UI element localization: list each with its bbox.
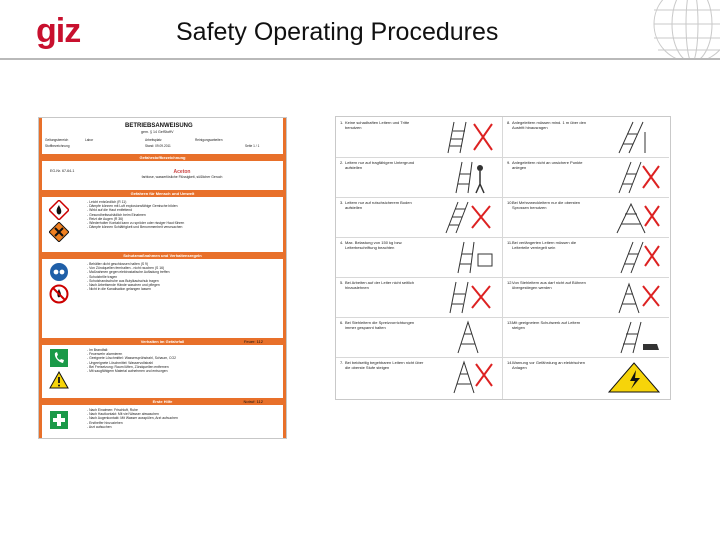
rule-number: 6. xyxy=(340,320,344,325)
operating-instruction-document xyxy=(38,117,287,439)
list-item: - Nach Hautkontakt: Mit viel Wasser abwaschen xyxy=(87,412,159,417)
ladder-safety-rules xyxy=(335,116,671,400)
band-first-aid-label: Erste Hilfe xyxy=(152,399,173,404)
footwear-icon xyxy=(605,320,663,354)
list-item: - Bei Freisetzung: Raum lüften, Zündquellen entfernen xyxy=(87,364,169,369)
meta-field: Seite 1 / 1 xyxy=(245,144,260,148)
rule-card xyxy=(503,317,669,358)
list-item: - Leicht entzündlich (R 11) xyxy=(87,200,127,204)
first-aid-phone: Notruf: 112 xyxy=(243,399,263,404)
no-fire-icon xyxy=(49,284,69,304)
no-transfer-icon xyxy=(605,280,663,314)
rule-text: Anlegeleitern müssen mind. 1 m über den Austritt hinausragen xyxy=(512,120,587,131)
meta-field: Stoffbezeichnung xyxy=(45,144,70,148)
list-item: - Ersthelfer hinzuziehen xyxy=(87,420,123,425)
rule-number: 2. xyxy=(340,160,344,165)
rule-text: Von Stehleitern aus darf nicht auf Bühnen übergestiegen werden xyxy=(512,280,586,291)
doc-subtitle: gem. § 14 GefStoffV xyxy=(141,130,174,134)
list-item: - Schutzbrille tragen xyxy=(87,274,118,279)
list-item: - Nicht in die Kanalisation gelangen lassen xyxy=(87,287,151,292)
list-item: - Wiederholter Kontakt kann zu spröder oder rissiger Haut führen xyxy=(87,220,185,225)
list-item: - Von Zündquellen fernhalten - nicht rauchen (S 16) xyxy=(87,266,165,271)
list-item: - Nach Augenkontakt: Mit Wasser ausspülen, Arzt aufsuchen xyxy=(87,416,178,421)
rule-number: 11. xyxy=(507,240,513,245)
rule-text: Warnung vor Gefährdung an elektrischen Anlagen xyxy=(512,360,586,371)
list-item: - Geeignete Löschmittel: Wassersprühstrahl, Schaum, CO2 xyxy=(87,356,177,361)
meta-field: Stand: 09.09.2011 xyxy=(145,144,171,148)
rule-text: Bei verlängerten Leitern müssen die Leiterteile verriegelt sein xyxy=(512,240,577,251)
band-emergency xyxy=(42,338,283,345)
rule-text: Bei Stehleitern die Spreizvorrichtungen immer gespannt halten xyxy=(345,320,415,331)
first-aid-lines xyxy=(87,408,277,429)
hazard-lines xyxy=(87,200,277,229)
doc-meta xyxy=(45,138,280,152)
rule-card xyxy=(503,237,669,278)
rule-number: 3. xyxy=(340,200,344,205)
list-item: - Im Brandfall: xyxy=(87,348,109,352)
extension-ladder-icon xyxy=(605,240,663,274)
band-hazards: Gefahren für Mensch und Umwelt xyxy=(42,190,283,197)
list-item: - Dämpfe können Schläfrigkeit und Benommenheit verursachen xyxy=(87,225,183,230)
leaning-person-icon xyxy=(438,280,496,314)
meta-field: Arbeitsplatz xyxy=(145,138,162,142)
rule-text: Anlegeleitern nicht an unsichere Punkte anlegen xyxy=(512,160,583,171)
list-item: - Behälter dicht geschlossen halten (S 9) xyxy=(87,262,149,266)
substance-id: EG-Nr. 67-64-1 xyxy=(50,169,75,173)
meta-field: Labor xyxy=(85,138,94,142)
list-item: - Ungeeignete Löschmittel: Wasservollstrahl xyxy=(87,360,154,365)
warning-icon xyxy=(49,370,69,390)
eye-protection-icon xyxy=(49,262,69,282)
list-item: - Nach Arbeitsende Hände waschen und pflegen xyxy=(87,282,160,287)
band-first-aid xyxy=(42,398,283,405)
list-item: - Maßnahmen gegen elektrostatische Aufladung treffen xyxy=(87,270,170,275)
rule-card xyxy=(336,157,502,198)
rule-number: 4. xyxy=(340,240,344,245)
list-item: - Wirkt auf die Haut entfettend xyxy=(87,208,133,213)
rule-card xyxy=(336,317,502,358)
globe-icon xyxy=(640,0,720,60)
emergency-phone: Feuer: 112 xyxy=(243,339,263,344)
band-substance: Gefahrstoffbezeichnung xyxy=(42,154,283,161)
rule-card xyxy=(336,357,502,397)
doc-title: BETRIEBSANWEISUNG xyxy=(125,123,193,129)
ladder-person-icon xyxy=(438,160,496,194)
band-protection: Schutzmaßnahmen und Verhaltensregeln xyxy=(42,252,283,259)
rule-text: Mit geeignetem Schuhwerk auf Leitern steigen xyxy=(512,320,581,331)
rule-number: 1. xyxy=(340,120,344,125)
rule-number: 8. xyxy=(507,120,511,125)
rule-text: Keine schadhaften Leitern und Tritte benutzen xyxy=(345,120,410,131)
list-item: - Reizt die Augen (R 36) xyxy=(87,216,124,221)
rule-text: Bei Mehrzweckleitern nur die obersten Sprossen benutzen xyxy=(512,200,581,211)
rule-card xyxy=(503,117,669,158)
rule-text: Bei beidseitig begehbaren Leitern nicht über die oberste Stufe steigen xyxy=(345,360,424,371)
list-item: - Nach Einatmen: Frischluft, Ruhe xyxy=(87,408,138,412)
first-aid-icon xyxy=(49,410,69,430)
rule-text: Max. Belastung von 150 kg bzw. Leiterbeschriftung beachten xyxy=(345,240,403,251)
rule-number: 10. xyxy=(507,200,513,205)
harmful-hazard-icon xyxy=(49,222,69,242)
grid-divider xyxy=(502,117,503,399)
rule-number: 13. xyxy=(507,320,513,325)
substance-description: farblose, wasserlösliche Flüssigkeit, süßlicher Geruch xyxy=(141,175,223,179)
rule-text: Bei Arbeiten auf der Leiter nicht seitlich hinauslehnen xyxy=(345,280,415,291)
slipping-ladder-icon xyxy=(438,200,496,234)
doc-frame-right xyxy=(283,118,286,438)
list-item: - Mit saugfähigem Material aufnehmen und entsorgen xyxy=(87,368,168,373)
rule-card xyxy=(503,197,669,238)
band-emergency-label: Verhalten im Gefahrfall xyxy=(140,339,185,344)
rule-card xyxy=(503,357,669,397)
stepladder-icon xyxy=(438,320,496,354)
emergency-phone-icon xyxy=(49,348,69,368)
rule-number: 7. xyxy=(340,360,344,365)
broken-ladder-icon xyxy=(438,120,496,154)
rule-number: 5. xyxy=(340,280,344,285)
list-item: - Dämpfe können mit Luft explosionsfähige Gemische bilden xyxy=(87,204,178,209)
protection-lines xyxy=(87,262,277,291)
top-step-icon xyxy=(438,360,496,394)
substance-block xyxy=(42,161,283,189)
unsafe-support-icon xyxy=(605,160,663,194)
rule-number: 14. xyxy=(507,360,513,365)
list-item: - Schutzhandschuhe aus Butylkautschuk tragen xyxy=(87,278,159,283)
rule-number: 12. xyxy=(507,280,513,285)
giz-logo: giz xyxy=(36,12,81,50)
flame-hazard-icon xyxy=(49,200,69,220)
electrical-hazard-icon xyxy=(605,360,663,394)
page-title: Safety Operating Procedures xyxy=(176,18,499,46)
rule-card xyxy=(336,197,502,238)
list-item: - Gesundheitsschädlich beim Einatmen xyxy=(87,212,146,217)
rule-card xyxy=(336,277,502,318)
rule-card xyxy=(336,237,502,278)
list-item: - Arzt aufsuchen xyxy=(87,424,112,429)
substance-name: Aceton xyxy=(173,169,191,175)
ladder-overhang-icon xyxy=(605,120,663,154)
rule-text: Leitern nur auf rutschsicherem Boden aufstellen xyxy=(345,200,412,211)
multipurpose-ladder-icon xyxy=(605,200,663,234)
emergency-lines xyxy=(87,348,277,373)
list-item: - Feuerwehr alarmieren xyxy=(87,352,123,357)
header-rule xyxy=(0,58,720,60)
weight-limit-icon xyxy=(438,240,496,274)
meta-field: Geltungsbereich xyxy=(45,138,69,142)
rule-card xyxy=(503,277,669,318)
rule-text: Leitern nur auf tragfähigem Untergrund aufstellen xyxy=(345,160,415,171)
meta-field: Reinigungsarbeiten xyxy=(195,138,223,142)
rule-card xyxy=(503,157,669,198)
rule-number: 9. xyxy=(507,160,511,165)
rule-card xyxy=(336,117,502,158)
doc-header xyxy=(45,121,280,135)
